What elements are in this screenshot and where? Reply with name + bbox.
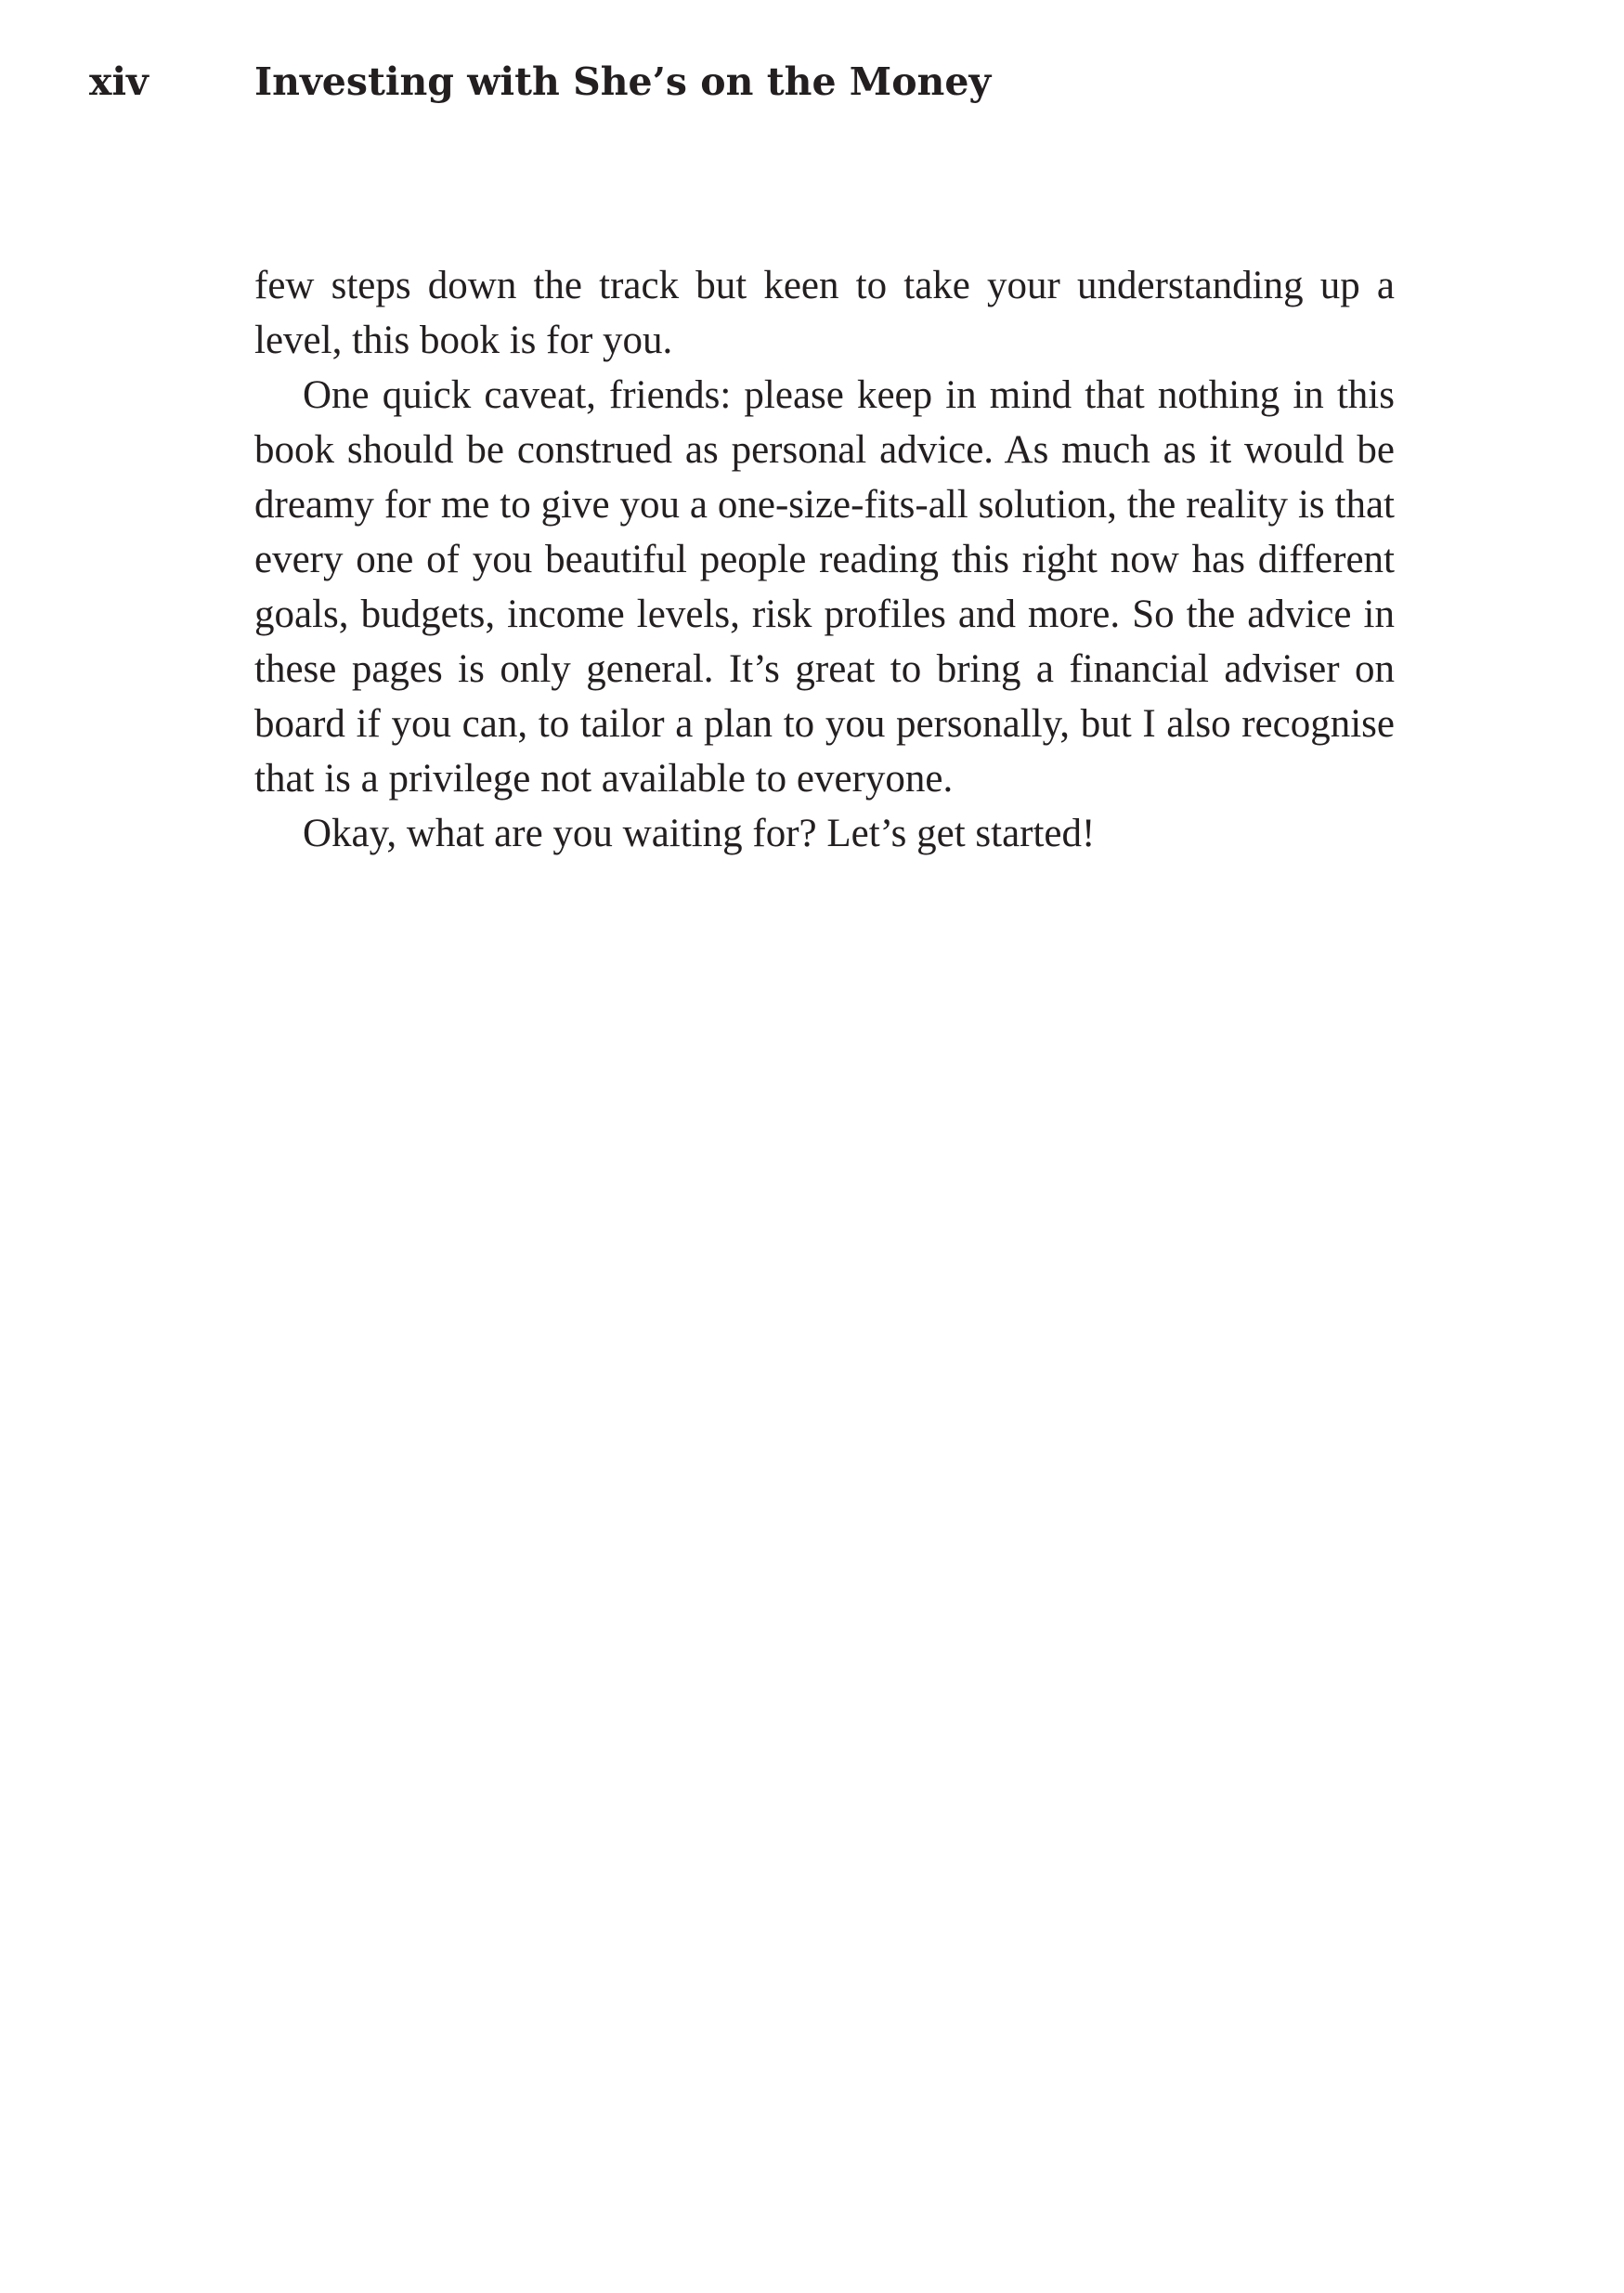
page-number: xiv	[89, 59, 149, 104]
book-title: Investing with She’s on the Money	[254, 59, 992, 104]
body-text	[254, 258, 1395, 861]
paragraph-closing: Okay, what are you waiting for? Let’s get started!	[303, 812, 1096, 855]
paragraph-continuation: few steps down the track but keen to take your understanding up a level, this book is for you.	[254, 264, 1395, 362]
running-head	[89, 54, 1535, 110]
paragraph-caveat: One quick caveat, friends: please keep in mind that nothing in this book should be construed as personal advice. As much as it would be dreamy for me to give you a one-size-fits-all solution, the reality is that every one of you beautiful people reading this right now has different goals, budgets, income levels, risk profiles and more. So the advice in these pages is only general. It’s great to bring a financial adviser on board if you can, to tailor a plan to you personally, but I also recognise that is a privilege not available to everyone.	[254, 373, 1395, 801]
